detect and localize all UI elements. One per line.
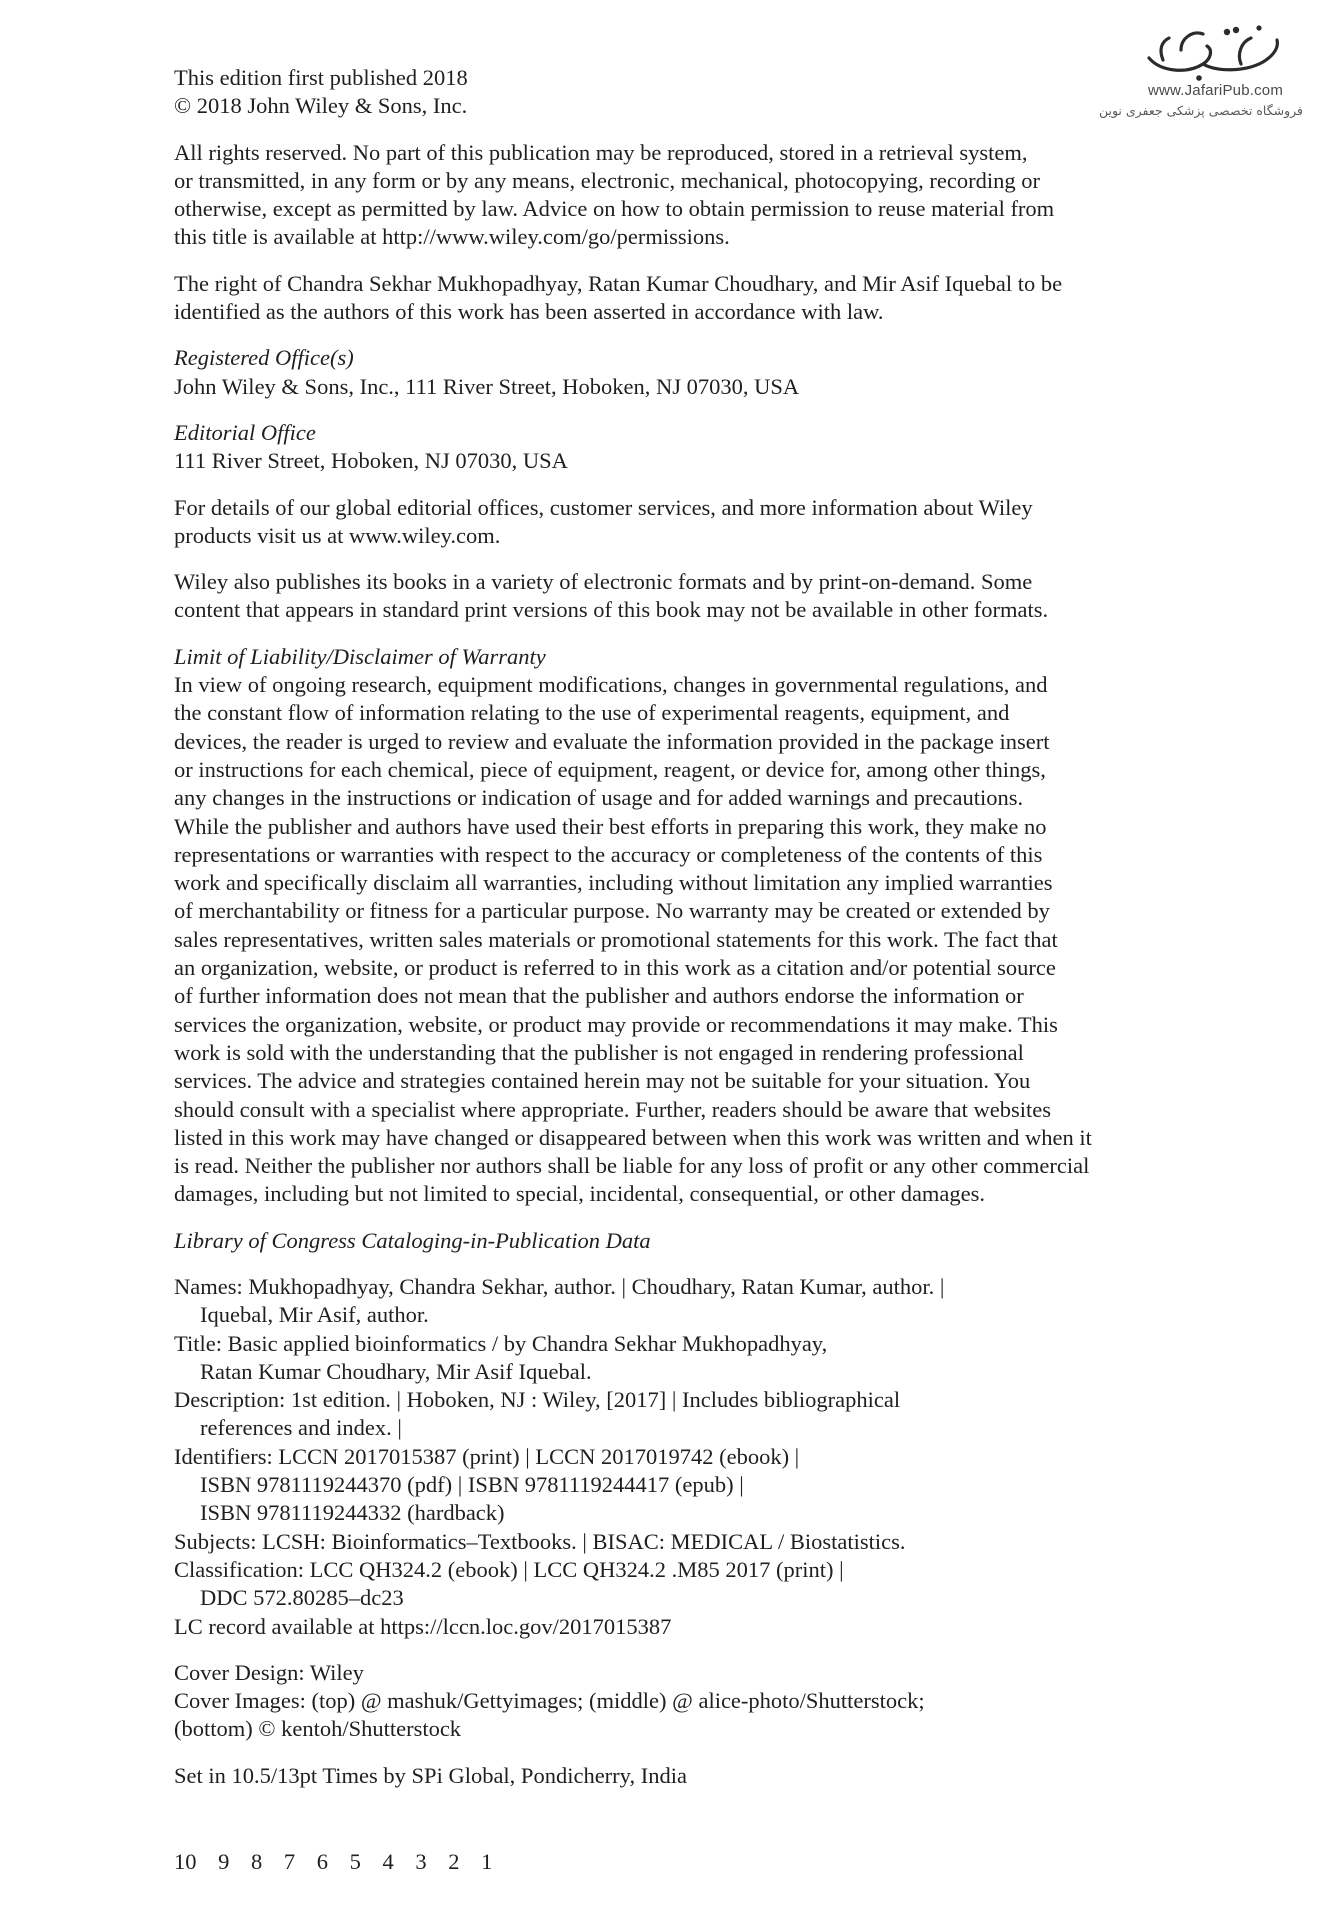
cip-subjects: Subjects: LCSH: Bioinformatics–Textbooks. | BISAC: MEDICAL / Biostatistics.	[174, 1528, 906, 1554]
edition-block	[174, 64, 1204, 121]
liability-line: the constant flow of information relating to the use of experimental reagents, equipment, and	[174, 700, 1010, 726]
cip-names: Names: Mukhopadhyay, Chandra Sekhar, author. | Choudhary, Ratan Kumar, author. |	[174, 1273, 945, 1299]
liability-line: of further information does not mean that the publisher and authors endorse the information or	[174, 983, 1024, 1009]
printer-key-number: 3	[415, 1849, 427, 1874]
registered-office-label: Registered Office(s)	[174, 345, 354, 371]
cip-description: Description: 1st edition. | Hoboken, NJ : Wiley, [2017] | Includes bibliographical	[174, 1387, 901, 1413]
printer-key-number: 4	[382, 1849, 394, 1874]
rights-line: All rights reserved. No part of this publication may be reproduced, stored in a retrieval system,	[174, 139, 1028, 165]
cip-data	[174, 1273, 1204, 1641]
printer-key-number: 8	[251, 1849, 263, 1874]
printer-key	[174, 1848, 508, 1876]
cover-credits	[174, 1659, 1204, 1744]
details-line: For details of our global editorial offices, customer services, and more information about Wiley	[174, 494, 1033, 520]
liability-line: services the organization, website, or product may provide or recommendations it may make. This	[174, 1011, 1058, 1037]
typeset-block	[174, 1762, 1204, 1790]
liability-line: listed in this work may have changed or disappeared between when this work was written and when it	[174, 1124, 1092, 1150]
cover-images-cont: (bottom) © kentoh/Shutterstock	[174, 1716, 462, 1742]
rights-line: or transmitted, in any form or by any means, electronic, mechanical, photocopying, recording or	[174, 167, 1040, 193]
liability-line: work is sold with the understanding that the publisher is not engaged in rendering professional	[174, 1039, 1024, 1065]
cip-heading: Library of Congress Cataloging-in-Publication Data	[174, 1227, 651, 1253]
copyright-page	[174, 64, 1204, 1808]
logo-url: www.JafariPub.com	[1147, 82, 1284, 99]
cip-identifiers: Identifiers: LCCN 2017015387 (print) | LCCN 2017019742 (ebook) |	[174, 1443, 800, 1469]
typeset-line: Set in 10.5/13pt Times by SPi Global, Pondicherry, India	[174, 1762, 687, 1788]
details-paragraph	[174, 494, 1204, 551]
rights-line: this title is available at http://www.wiley.com/go/permissions.	[174, 224, 730, 250]
formats-line: Wiley also publishes its books in a variety of electronic formats and by print-on-demand. Some	[174, 569, 1033, 595]
cover-design: Cover Design: Wiley	[174, 1659, 364, 1685]
editorial-office	[174, 419, 1204, 476]
liability-line: of merchantability or fitness for a particular purpose. No warranty may be created or extended by	[174, 898, 1050, 924]
registered-office	[174, 344, 1204, 401]
authors-right-line: identified as the authors of this work has been asserted in accordance with law.	[174, 299, 884, 325]
liability-line: representations or warranties with respect to the accuracy or completeness of the contents of this	[174, 841, 1043, 867]
liability-heading: Limit of Liability/Disclaimer of Warranty	[174, 643, 546, 669]
liability-line: is read. Neither the publisher nor authors shall be liable for any loss of profit or any other commercial	[174, 1153, 1090, 1179]
cover-images: Cover Images: (top) @ mashuk/Gettyimages; (middle) @ alice-photo/Shutterstock;	[174, 1688, 925, 1714]
liability-line: an organization, website, or product is referred to in this work as a citation and/or potential source	[174, 955, 1056, 981]
cip-lc-record: LC record available at https://lccn.loc.gov/2017015387	[174, 1613, 672, 1639]
editorial-office-address: 111 River Street, Hoboken, NJ 07030, USA	[174, 448, 568, 474]
edition-line: This edition first published 2018	[174, 65, 468, 90]
liability-line: services. The advice and strategies contained herein may not be suitable for your situation. You	[174, 1068, 1031, 1094]
printer-key-number: 6	[316, 1849, 328, 1874]
authors-right-line: The right of Chandra Sekhar Mukhopadhyay, Ratan Kumar Choudhary, and Mir Asif Iquebal to be	[174, 270, 1063, 296]
registered-office-address: John Wiley & Sons, Inc., 111 River Street, Hoboken, NJ 07030, USA	[174, 373, 800, 399]
liability-line: devices, the reader is urged to review and evaluate the information provided in the package insert	[174, 728, 1050, 754]
editorial-office-label: Editorial Office	[174, 419, 316, 445]
authors-right-paragraph	[174, 270, 1204, 327]
printer-key-number: 2	[448, 1849, 460, 1874]
cip-classification-cont: DDC 572.80285–dc23	[200, 1585, 404, 1611]
printer-key-number: 5	[349, 1849, 361, 1874]
cip-title: Title: Basic applied bioinformatics / by Chandra Sekhar Mukhopadhyay,	[174, 1330, 828, 1356]
liability-line: sales representatives, written sales materials or promotional statements for this work. The fact that	[174, 926, 1058, 952]
liability-line: or instructions for each chemical, piece of equipment, reagent, or device for, among other things,	[174, 756, 1046, 782]
liability-line: should consult with a specialist where appropriate. Further, readers should be aware that websites	[174, 1096, 1051, 1122]
cip-description-cont: references and index. |	[200, 1415, 402, 1441]
logo-tagline: فروشگاه تخصصی پزشکی جعفری نوین	[1098, 103, 1303, 118]
liability-line: In view of ongoing research, equipment modifications, changes in governmental regulations, and	[174, 672, 1048, 698]
formats-line: content that appears in standard print versions of this book may not be available in other formats.	[174, 597, 1049, 623]
details-line: products visit us at www.wiley.com.	[174, 522, 501, 548]
rights-paragraph	[174, 139, 1204, 252]
liability-line: work and specifically disclaim all warranties, including without limitation any implied warranties	[174, 870, 1053, 896]
cip-identifiers-cont: ISBN 9781119244370 (pdf) | ISBN 9781119244417 (epub) |	[200, 1472, 744, 1498]
cip-heading-block	[174, 1227, 1204, 1255]
liability-line: any changes in the instructions or indication of usage and for added warnings and precautions.	[174, 785, 1024, 811]
liability-section	[174, 643, 1204, 1209]
cip-names-cont: Iquebal, Mir Asif, author.	[200, 1302, 429, 1328]
cip-classification: Classification: LCC QH324.2 (ebook) | LCC QH324.2 .M85 2017 (print) |	[174, 1556, 844, 1582]
liability-line: damages, including but not limited to special, incidental, consequential, or other damages.	[174, 1181, 986, 1207]
copyright-line: © 2018 John Wiley & Sons, Inc.	[174, 93, 468, 119]
liability-line: While the publisher and authors have used their best efforts in preparing this work, they make no	[174, 813, 1047, 839]
cip-identifiers-cont: ISBN 9781119244332 (hardback)	[200, 1500, 505, 1526]
rights-line: otherwise, except as permitted by law. Advice on how to obtain permission to reuse material from	[174, 196, 1055, 222]
printer-key-number: 1	[481, 1849, 493, 1874]
cip-title-cont: Ratan Kumar Choudhary, Mir Asif Iquebal.	[200, 1358, 592, 1384]
printer-key-number: 10	[174, 1849, 197, 1874]
formats-paragraph	[174, 568, 1204, 625]
printer-key-number: 9	[218, 1849, 230, 1874]
printer-key-number: 7	[283, 1849, 296, 1874]
